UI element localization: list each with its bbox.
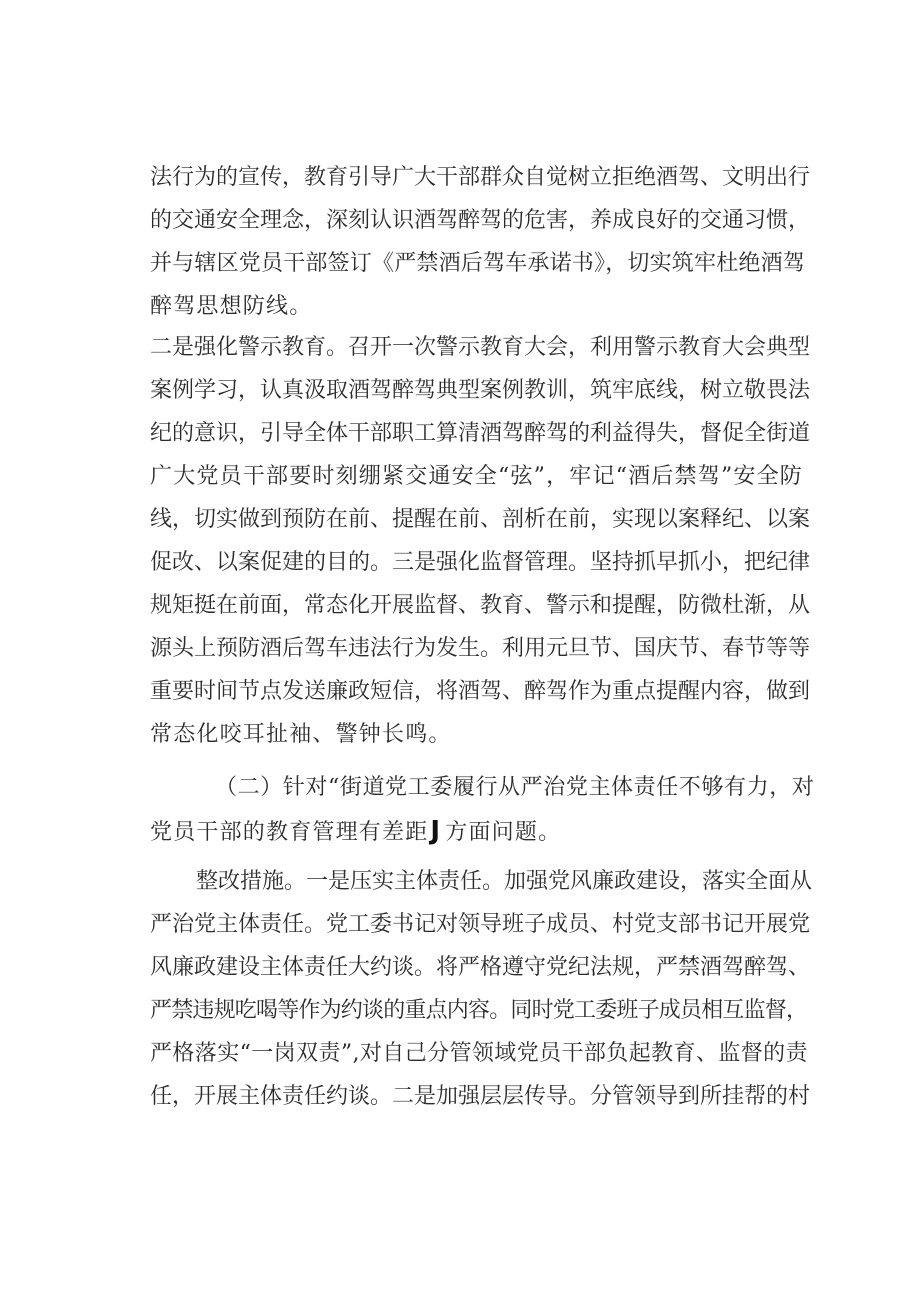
text-line: 规矩挺在前面，常态化开展监督、教育、警示和提醒，防微杜渐，从 [150, 593, 811, 618]
text-line: 严格落实“一岗双责”,对自己分管领域党员干部负起教育、监督的责 [150, 1041, 808, 1066]
heading-text: 党员干部的教育管理有差距 [150, 820, 429, 845]
text-line: 促改、以案促建的目的。三是强化监督管理。坚持抓早抓小，把纪律 [150, 550, 811, 575]
text-line: 纪的意识，引导全体干部职工算清酒驾醉驾的利益得失，督促全街道 [150, 421, 811, 446]
section-heading-line: （二）针对“街道党工委履行从严治党主体责任不够有力，对 [215, 775, 815, 800]
section-heading-line [150, 816, 810, 848]
text-line: 线，切实做到预防在前、提醒在前、剖析在前，实现以案释纪、以案 [150, 507, 811, 532]
text-line: 的交通安全理念，深刻认识酒驾醉驾的危害，养成良好的交通习惯， [150, 208, 811, 233]
text-line: 法行为的宣传，教育引导广大干部群众自觉树立拒绝酒驾、文明出行 [150, 165, 811, 190]
text-line: 风廉政建设主体责任大约谈。将严格遵守党纪法规，严禁酒驾醉驾、 [150, 955, 811, 980]
text-line: 案例学习，认真汲取酒驾醉驾典型案例教训，筑牢底线，树立敬畏法 [150, 378, 811, 403]
text-line: 醉驾思想防线。 [150, 294, 313, 319]
heading-symbol: J [430, 816, 442, 846]
text-line: 整改措施。一是压实主体责任。加强党风廉政建设，落实全面从 [196, 869, 813, 894]
text-line: 广大党员干部要时刻绷紧交通安全“弦”，牢记“酒后禁驾”安全防 [150, 464, 803, 489]
text-line: 严禁违规吃喝等作为约谈的重点内容。同时党工委班子成员相互监督， [150, 998, 808, 1023]
text-line: 并与辖区党员干部签订《严禁酒后驾车承诺书》，切实筑牢杜绝酒驾 [150, 251, 806, 276]
heading-text: 方面问题。 [445, 820, 562, 845]
text-line: 任，开展主体责任约谈。二是加强层层传导。分管领导到所挂帮的村 [150, 1084, 811, 1109]
text-line: 源头上预防酒后驾车违法行为发生。利用元旦节、国庆节、春节等等 [150, 636, 811, 661]
text-line: 重要时间节点发送廉政短信，将酒驾、醉驾作为重点提醒内容，做到 [150, 679, 811, 704]
text-line: 常态化咬耳扯袖、警钟长鸣。 [150, 722, 452, 747]
text-line: 二是强化警示教育。召开一次警示教育大会，利用警示教育大会典型 [150, 335, 811, 360]
text-line: 严治党主体责任。党工委书记对领导班子成员、村党支部书记开展党 [150, 912, 811, 937]
